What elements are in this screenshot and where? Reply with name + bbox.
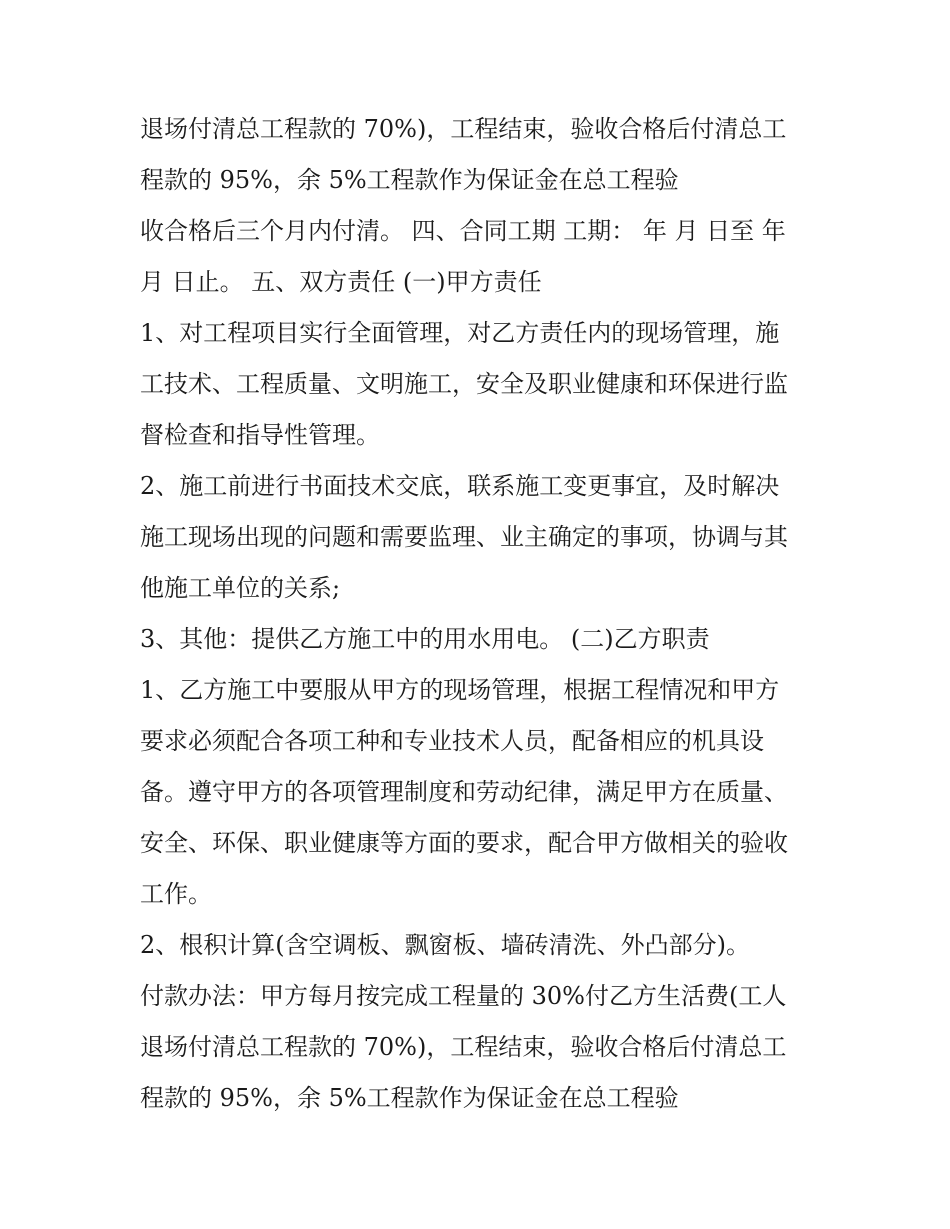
text-line: 施工现场出现的问题和需要监理、业主确定的事项，协调与其 (140, 523, 788, 551)
text-line: 程款的 95%，余 5%工程款作为保证金在总工程验 (140, 1084, 679, 1112)
document-body (140, 104, 830, 1124)
text-line: 收合格后三个月内付清。 四、合同工期 工期： 年 月 日至 年 (140, 217, 786, 245)
text-line: 2、根积计算(含空调板、飘窗板、墙砖清洗、外凸部分)。 (140, 931, 750, 959)
text-line: 他施工单位的关系; (140, 574, 341, 602)
text-line: 程款的 95%，余 5%工程款作为保证金在总工程验 (140, 166, 679, 194)
text-line: 安全、环保、职业健康等方面的要求，配合甲方做相关的验收 (140, 829, 788, 857)
text-line: 要求必须配合各项工种和专业技术人员，配备相应的机具设 (140, 727, 764, 755)
text-line: 退场付清总工程款的 70%)，工程结束，验收合格后付清总工 (140, 115, 787, 143)
text-line: 1、对工程项目实行全面管理，对乙方责任内的现场管理，施 (140, 319, 780, 347)
text-line: 工作。 (140, 880, 212, 908)
text-line: 工技术、工程质量、文明施工，安全及职业健康和环保进行监 (140, 370, 788, 398)
text-line: 3、其他：提供乙方施工中的用水用电。 (二)乙方职责 (140, 625, 710, 653)
text-line: 1、乙方施工中要服从甲方的现场管理，根据工程情况和甲方 (140, 676, 780, 704)
text-line: 退场付清总工程款的 70%)，工程结束，验收合格后付清总工 (140, 1033, 787, 1061)
text-line: 付款办法：甲方每月按完成工程量的 30%付乙方生活费(工人 (140, 982, 787, 1010)
text-line: 督检查和指导性管理。 (140, 421, 380, 449)
text-line: 备。遵守甲方的各项管理制度和劳动纪律，满足甲方在质量、 (140, 778, 788, 806)
text-line: 月 日止。 五、双方责任 (一)甲方责任 (140, 268, 542, 296)
text-line: 2、施工前进行书面技术交底，联系施工变更事宜，及时解决 (140, 472, 780, 500)
